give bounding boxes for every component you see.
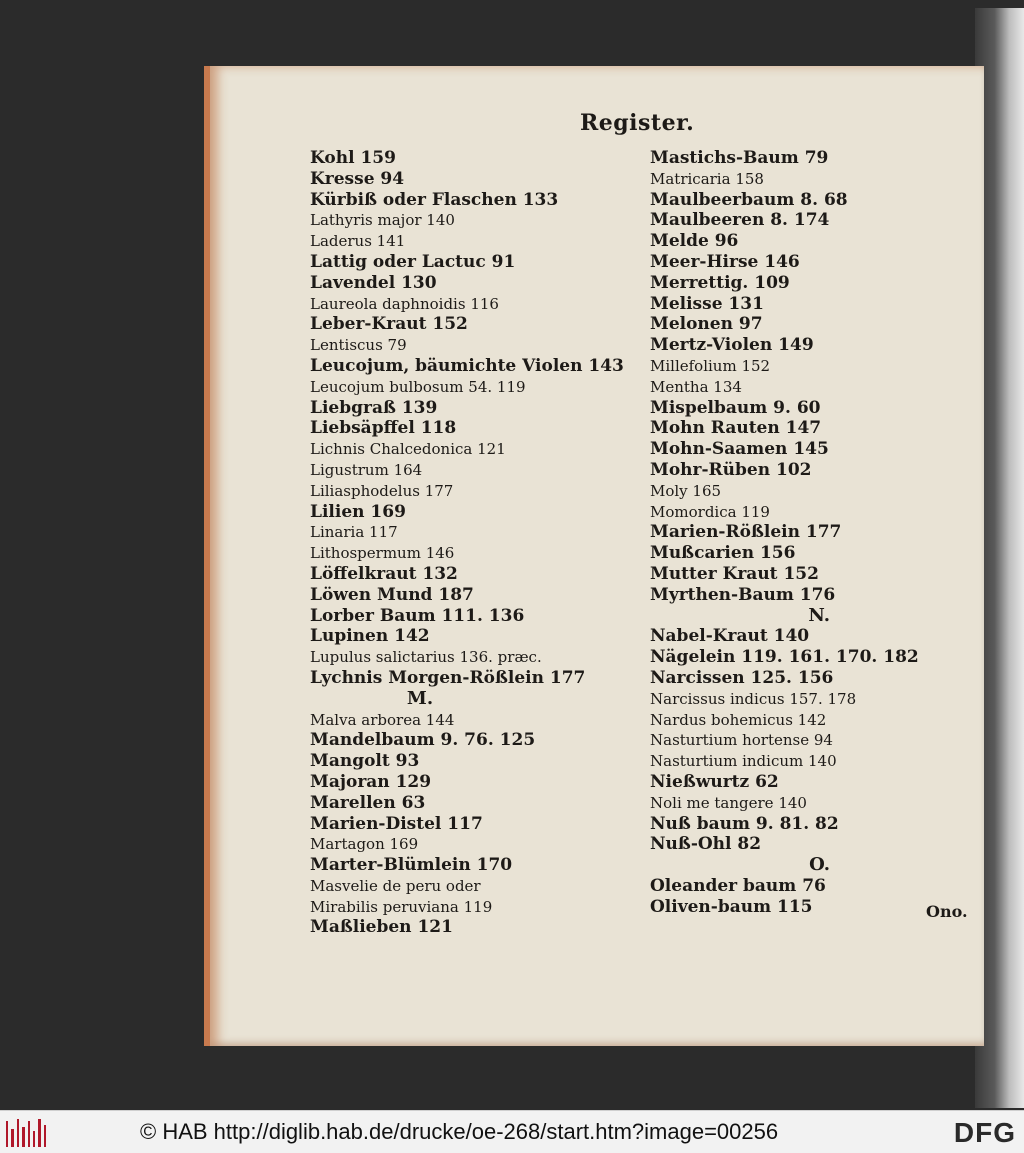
index-entry: Nägelein 119. 161. 170. 182: [650, 647, 919, 668]
index-entry: Melisse 131: [650, 293, 764, 314]
index-entry: Liebgraß 139: [310, 397, 438, 418]
index-entry: Laureola daphnoidis 116: [310, 294, 499, 313]
index-entry: Moly 165: [650, 481, 722, 500]
hab-barcode-logo-icon: [6, 1117, 46, 1147]
index-entry: Noli me tangere 140: [650, 793, 807, 812]
index-entry: Martagon 169: [310, 835, 419, 854]
index-entry: Lychnis Morgen-Rößlein 177: [310, 667, 586, 688]
index-section-letter: M.: [406, 687, 434, 709]
index-entry: Lilien 169: [310, 501, 406, 522]
index-entry: Mispelbaum 9. 60: [650, 397, 821, 418]
index-entry: Mußcarien 156: [650, 543, 796, 564]
index-entry: Nardus bohemicus 142: [650, 710, 827, 729]
index-entry: Lavendel 130: [310, 272, 437, 293]
index-entry: Maulbeerbaum 8. 68: [650, 189, 848, 210]
index-entry: Mandelbaum 9. 76. 125: [310, 730, 536, 751]
index-entry: Lorber Baum 111. 136: [310, 605, 525, 626]
index-entry: Nasturtium hortense 94: [650, 731, 833, 750]
book-page: [204, 66, 984, 1046]
index-entry: Lentiscus 79: [310, 336, 407, 355]
index-entry: Melonen 97: [650, 314, 763, 335]
index-entry: Malva arborea 144: [310, 710, 455, 729]
index-entry: Lithospermum 146: [310, 544, 455, 563]
index-entry: Leucojum, bäumichte Violen 143: [310, 355, 624, 376]
left-index-column: [310, 148, 624, 938]
index-entry: Löwen Mund 187: [310, 584, 474, 605]
footer-bar: [0, 1110, 1024, 1153]
index-entry: Marien-Rößlein 177: [650, 522, 842, 543]
index-entry: Nießwurtz 62: [650, 771, 779, 792]
index-entry: Mirabilis peruviana 119: [310, 897, 493, 916]
dfg-logo: DFG: [953, 1117, 1016, 1148]
footer-copyright-link[interactable]: © HAB http://diglib.hab.de/drucke/oe-268/start.htm?image=00256: [140, 1119, 779, 1144]
catchword: Ono.: [926, 902, 968, 921]
index-entry: Mertz-Violen 149: [650, 335, 814, 356]
index-entry: Melde 96: [650, 231, 739, 252]
page-title: Register.: [580, 110, 695, 136]
index-entry: Masvelie de peru oder: [310, 876, 481, 895]
index-entry: Lathyris major 140: [310, 211, 455, 230]
index-entry: Oleander baum 76: [650, 875, 826, 896]
index-entry: Millefolium 152: [650, 356, 771, 375]
index-entry: Nasturtium indicum 140: [650, 752, 837, 771]
index-entry: Leber-Kraut 152: [310, 314, 468, 335]
index-entry: Nuß baum 9. 81. 82: [650, 813, 839, 834]
index-entry: Narcissus indicus 157. 178: [650, 689, 857, 708]
index-entry: Ligustrum 164: [310, 460, 423, 479]
index-entry: Liebsäpffel 118: [310, 418, 457, 439]
index-entry: Oliven-baum 115: [650, 896, 813, 917]
index-entry: Liliasphodelus 177: [310, 481, 454, 500]
index-entry: Nuß-Ohl 82: [650, 834, 762, 855]
index-entry: Maulbeeren 8. 174: [650, 210, 830, 231]
index-entry: Löffelkraut 132: [310, 563, 458, 584]
index-entry: Maßlieben 121: [310, 917, 453, 938]
index-entry: Lupulus salictarius 136. præc.: [310, 648, 542, 667]
index-entry: Lupinen 142: [310, 626, 430, 647]
index-entry: Lattig oder Lactuc 91: [310, 251, 516, 272]
index-entry: Laderus 141: [310, 232, 406, 251]
index-entry: Lichnis Chalcedonica 121: [310, 440, 506, 459]
index-entry: Mastichs-Baum 79: [650, 148, 829, 168]
index-entry: Meer-Hirse 146: [650, 251, 800, 272]
index-entry: Myrthen-Baum 176: [650, 584, 836, 605]
index-entry: Mohr-Rüben 102: [650, 459, 812, 480]
index-entry: Leucojum bulbosum 54. 119: [310, 377, 526, 396]
index-entry: Mohn Rauten 147: [650, 418, 822, 439]
index-entry: Matricaria 158: [650, 169, 764, 188]
index-section-letter: N.: [808, 604, 830, 626]
index-entry: Mentha 134: [650, 377, 742, 396]
index-entry: Marien-Distel 117: [310, 813, 483, 834]
index-entry: Kresse 94: [310, 168, 405, 189]
index-entry: Merrettig. 109: [650, 272, 790, 293]
index-section-letter: O.: [809, 854, 830, 876]
index-entry: Nabel-Kraut 140: [650, 626, 810, 647]
index-entry: Mohn-Saamen 145: [650, 439, 829, 460]
index-entry: Momordica 119: [650, 502, 770, 521]
index-entry: Kohl 159: [310, 148, 396, 168]
index-entry: Marellen 63: [310, 792, 426, 813]
index-entry: Linaria 117: [310, 523, 398, 542]
index-entry: Narcissen 125. 156: [650, 667, 834, 688]
index-entry: Kürbiß oder Flaschen 133: [310, 189, 559, 210]
index-entry: Mangolt 93: [310, 751, 420, 772]
index-entry: Mutter Kraut 152: [650, 563, 819, 584]
index-entry: Majoran 129: [310, 771, 432, 792]
index-entry: Marter-Blümlein 170: [310, 855, 513, 876]
right-index-column: [650, 148, 950, 917]
